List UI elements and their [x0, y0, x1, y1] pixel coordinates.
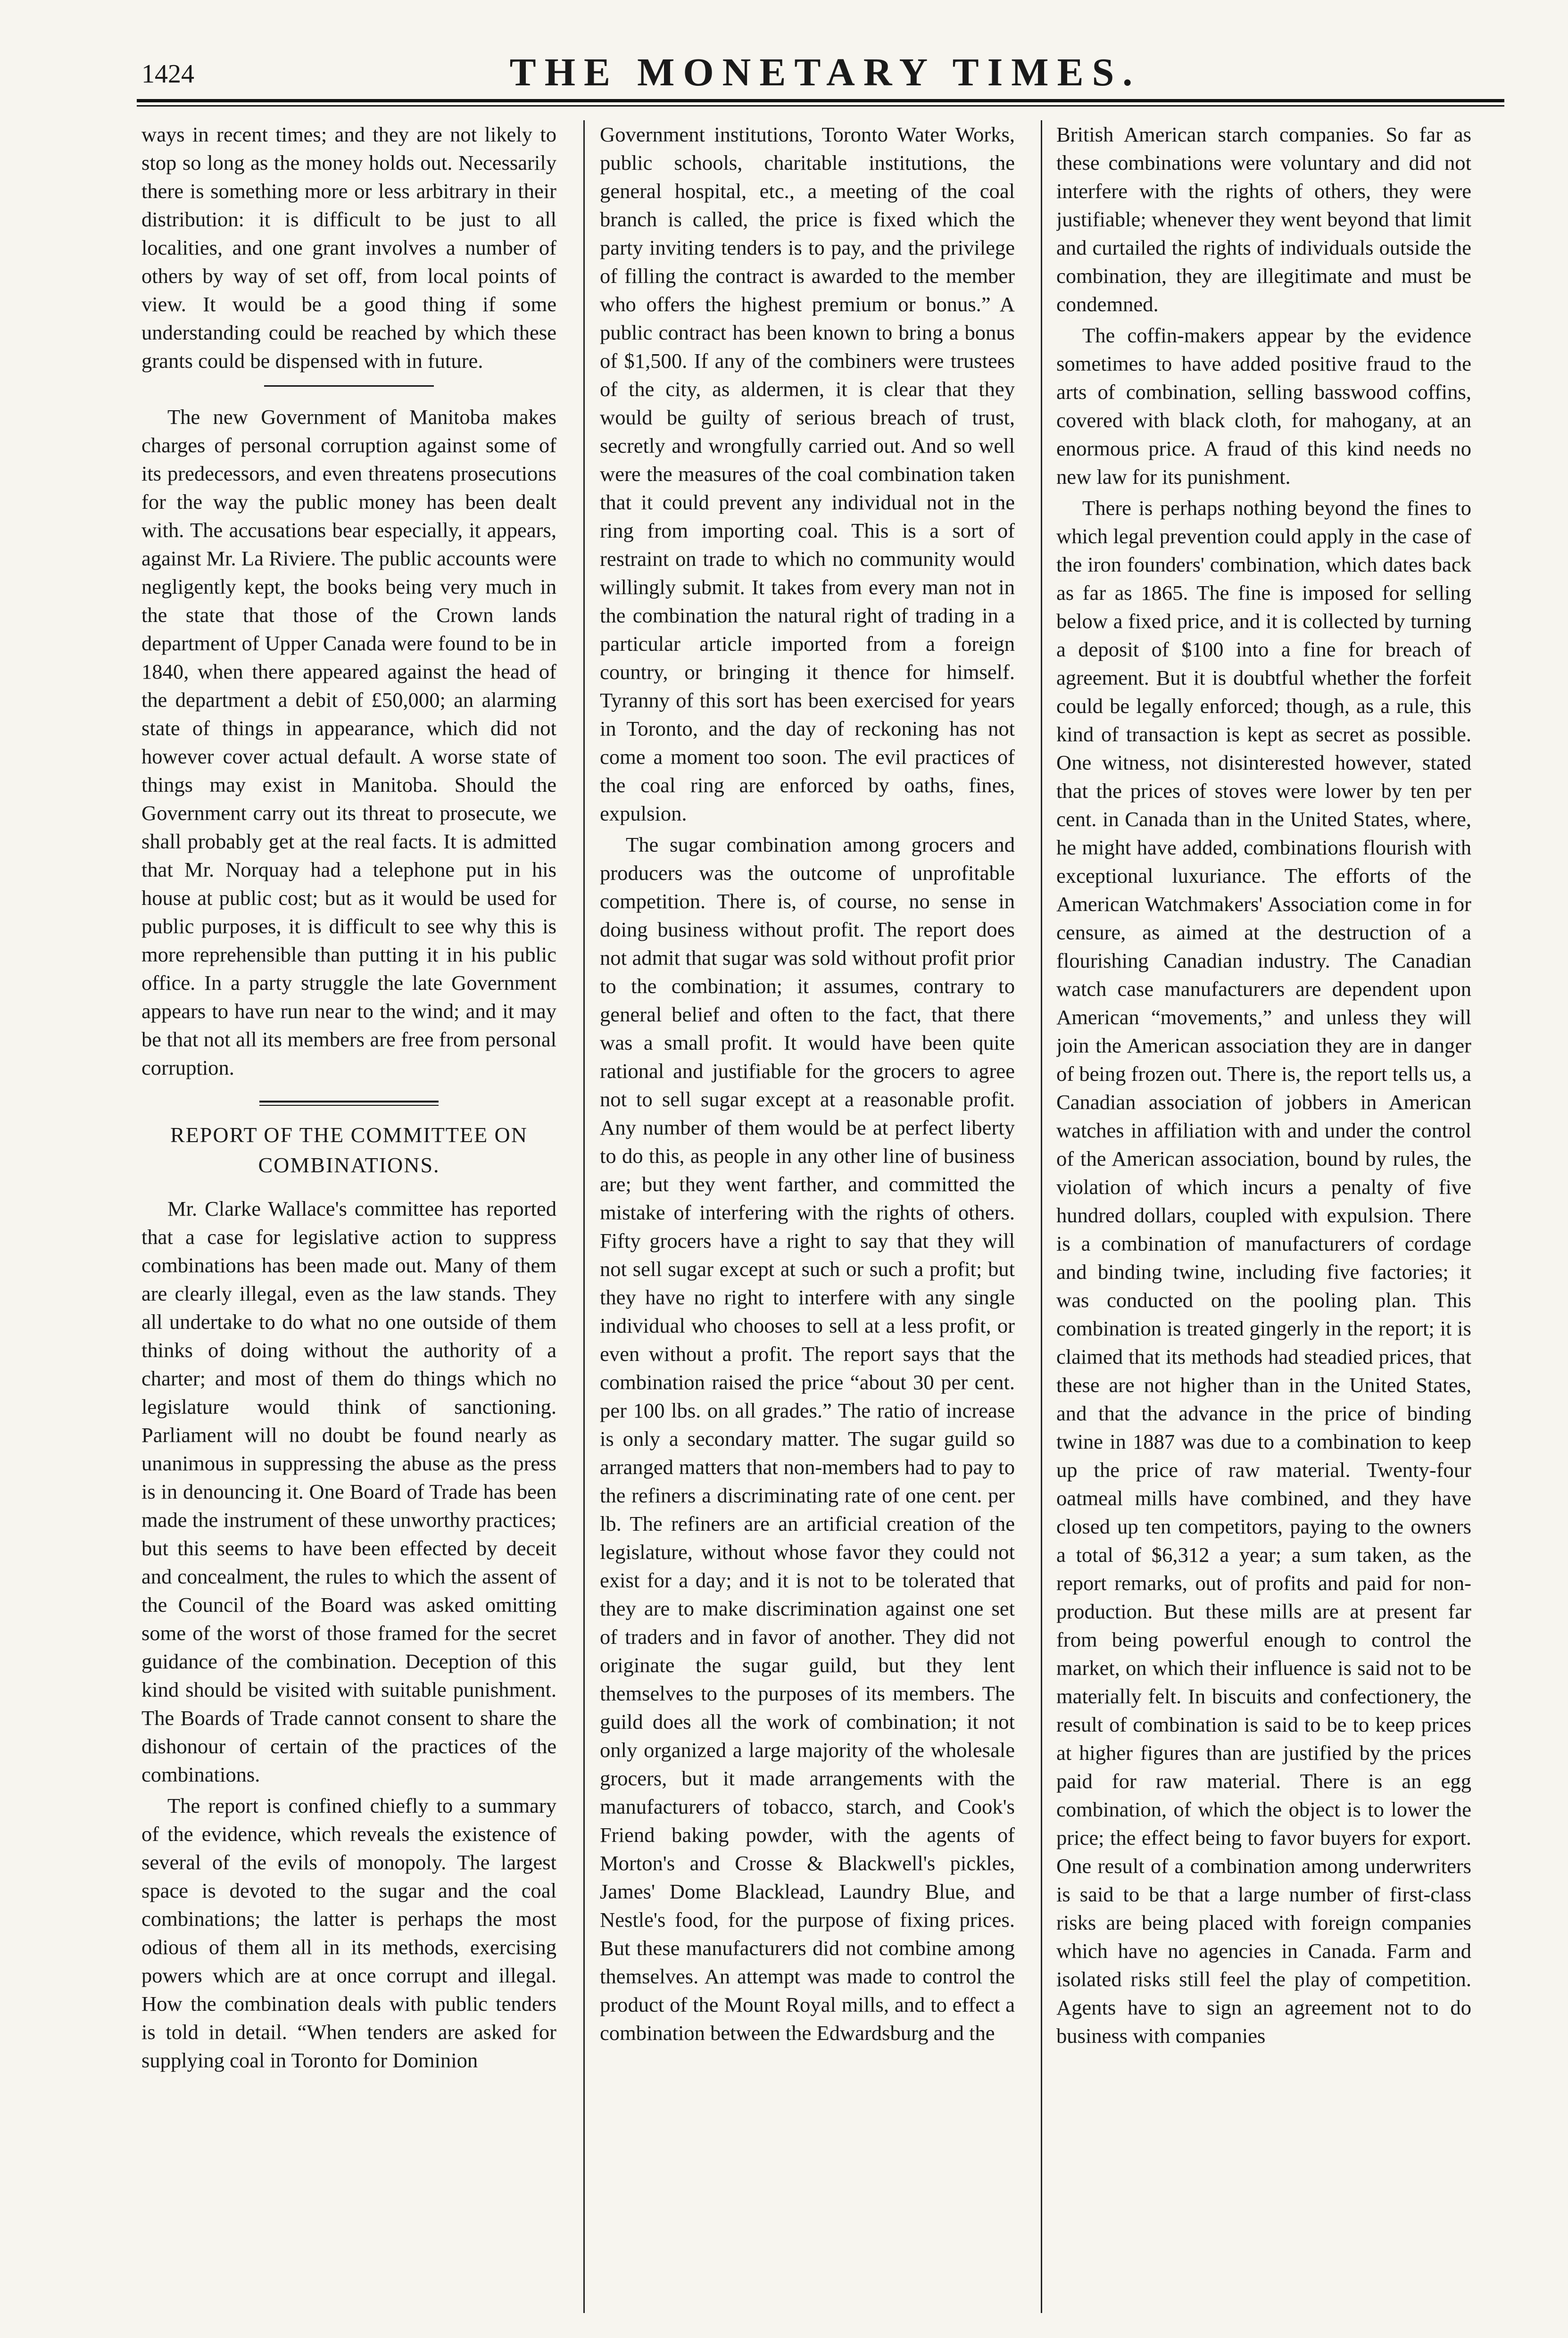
- header-rule-thick: [137, 99, 1504, 102]
- article-paragraph: There is perhaps nothing beyond the fines to which legal prevention could apply in the case of the iron founders' combination, which dates back as far as 1865. The fine is imposed for selling below a fixed price, and it is collected by turning a deposit of $100 into a fine for breach of agreement. But it is doubtful whether the forfeit could be legally enforced; though, as a rule, this kind of transaction is kept as secret as possible. One witness, not disinterested however, stated that the prices of stoves were lower by ten per cent. in Canada than in the United States, where, he might have added, combinations flourish with exceptional luxuriance. The efforts of the American Watchmakers' Association come in for censure, as aimed at the destruction of a flourishing Canadian industry. The Canadian watch case manufacturers are dependent upon American “movements,” and unless they will join the American association they are in danger of being frozen out. There is, the report tells us, a Canadian association of jobbers in American watches in affiliation with and under the control of the American association, bound by rules, the violation of which incurs a penalty of five hundred dollars, coupled with expulsion. There is a combination of manufacturers of cordage and binding twine, including five factories; it was conducted on the pooling plan. This combination is treated gingerly in the report; it is claimed that its methods had steadied prices, that these are not higher than in the United States, and that the advance in the price of binding twine in 1887 was due to a combination to keep up the price of raw material. Twenty-four oatmeal mills have combined, and they have closed up ten competitors, paying to the owners a total of $6,312 a year; a sum taken, as the report remarks, out of profits and paid for non-production. But these mills are at present far from being powerful enough to control the market, on which their influence is said not to be materially felt. In biscuits and confectionery, the result of combination is said to be to keep prices at higher figures than are justified by the prices paid for raw material. There is an egg combination, of which the object is to lower the price; the effect being to favor buyers for export. One result of a combination among underwriters is said to be that a large number of first-class risks are being placed with foreign companies which have no agencies in Canada. Farm and isolated risks still feel the play of competition. Agents have to sign an agreement not to do business with companies: [1056, 496, 1471, 2048]
- header-rule-thin: [137, 105, 1504, 107]
- page-header: [141, 50, 1509, 104]
- article-divider: [259, 1101, 439, 1106]
- column-2: [600, 120, 1015, 2313]
- article-paragraph: British American starch companies. So far as these combinations were voluntary and did not interfere with the rights of others, they were justifiable; whenever they went beyond that limit and curtailed the rights of individuals outside the combination, they are illegitimate and must be condemned.: [1056, 123, 1471, 316]
- column-rule: [1041, 120, 1042, 2313]
- page-number: 1424: [141, 59, 194, 89]
- column-rule: [583, 120, 585, 2313]
- article-paragraph: Mr. Clarke Wallace's committee has reported that a case for legislative action to suppress combinations has been made out. Many of them are clearly illegal, even as the law stands. They all undertake to do what no one outside of them thinks of doing without the authority of a charter; and most of them do things which no legislature would think of sanctioning. Parliament will no doubt be found nearly as unanimous in suppressing the abuse as the press is in denouncing it. One Board of Trade has been made the instrument of these unworthy practices; but this seems to have been effected by deceit and concealment, the rules to which the assent of the Council of the Board was asked omitting some of the worst of those framed for the secret guidance of the combination. Deception of this kind should be visited with suitable punishment. The Boards of Trade cannot consent to share the dishonour of certain of the practices of the combinations.: [141, 1197, 556, 1786]
- article-paragraph: ways in recent times; and they are not likely to stop so long as the money holds out. Necessarily there is something more or less arbitrary in their distribution: it is difficult to be just to all localities, and one grant involves a number of others by way of set off, from local points of view. It would be a good thing if some understanding could be reached by which these grants could be dispensed with in future.: [141, 123, 556, 373]
- masthead-title: THE MONETARY TIMES.: [509, 50, 1141, 94]
- article-paragraph: The sugar combination among grocers and producers was the outcome of unprofitable competition. There is, of course, no sense in doing business without profit. The report does not admit that sugar was sold without profit prior to the combination; it assumes, contrary to general belief and often to the fact, that there was a small profit. It would have been quite rational and justifiable for the grocers to agree not to sell sugar except at a reasonable profit. Any number of them would be at perfect liberty to do this, as people in any other line of business are; but they went farther, and committed the mistake of interfering with the rights of others. Fifty grocers have a right to say that they will not sell sugar except at such or such a profit; but they have no right to interfere with any single individual who chooses to sell at a less profit, or even without a profit. The report says that the combination raised the price “about 30 per cent. per 100 lbs. on all grades.” The ratio of increase is only a secondary matter. The sugar guild so arranged matters that non-members had to pay to the refiners a discriminating rate of one cent. per lb. The refiners are an artificial creation of the legislature, without whose favor they could not exist for a day; and it is not to be tolerated that they are to make discrimination against one set of traders and in favor of another. They did not originate the sugar guild, but they lent themselves to the purposes of its members. The guild does all the work of combination; it not only organized a large majority of the wholesale grocers, but it made arrangements with the manufacturers of tobacco, starch, and Cook's Friend baking powder, with the agents of Morton's and Crosse & Blackwell's pickles, James' Dome Blacklead, Laundry Blue, and Nestle's food, for the purpose of fixing prices. But these manufacturers did not combine among themselves. An attempt was made to control the product of the Mount Royal mills, and to effect a combination between the Edwardsburg and the: [600, 833, 1015, 2045]
- article-paragraph: The coffin-makers appear by the evidence sometimes to have added positive fraud to the arts of combination, selling basswood coffins, covered with black cloth, for mahogany, at an enormous price. A fraud of this kind needs no new law for its punishment.: [1056, 323, 1471, 489]
- column-1: [141, 120, 556, 2313]
- section-divider: [264, 385, 434, 387]
- article-paragraph: The report is confined chiefly to a summary of the evidence, which reveals the existence of several of the evils of monopoly. The largest space is devoted to the sugar and the coal combinations; the latter is perhaps the most odious of them all in its methods, exercising powers which are at once corrupt and illegal. How the combination deals with public tenders is told in detail. “When tenders are asked for supplying coal in Toronto for Dominion: [141, 1794, 556, 2072]
- article-heading: REPORT OF THE COMMITTEE ON COMBINATIONS.: [170, 1123, 528, 1177]
- article-paragraph: The new Government of Manitoba makes charges of personal corruption against some of its predecessors, and even threatens prosecutions for the way the public money has been dealt with. The accusations bear especially, it appears, against Mr. La Riviere. The public accounts were negligently kept, the books being very much in the state that those of the Crown lands department of Upper Canada were found to be in 1840, when there appeared against the head of the department a debit of £50,000; an alarming state of things in appearance, which did not however cover actual default. A worse state of things may exist in Manitoba. Should the Government carry out its threat to prosecute, we shall probably get at the real facts. It is admitted that Mr. Norquay had a telephone put in his house at public cost; but as it would be used for public purposes, it is difficult to see why this is more reprehensible than putting it in his public office. In a party struggle the late Government appears to have run near to the wind; and it may be that not all its members are free from personal corruption.: [141, 405, 556, 1079]
- column-3: [1056, 120, 1471, 2313]
- article-paragraph: Government institutions, Toronto Water Works, public schools, charitable institutions, the general hospital, etc., a meeting of the coal branch is called, the price is fixed which the party inviting tenders is to pay, and the privilege of filling the contract is awarded to the member who offers the highest premium or bonus.” A public contract has been known to bring a bonus of $1,500. If any of the combiners were trustees of the city, as aldermen, it is clear that they would be guilty of serious breach of trust, secretly and wrongfully carried out. And so well were the measures of the coal combination taken that it could prevent any individual not in the ring from importing coal. This is a sort of restraint on trade to which no community would willingly submit. It takes from every man not in the combination the natural right of trading in a particular article imported from a foreign country, or bringing it thence for himself. Tyranny of this sort has been exercised for years in Toronto, and the day of reckoning has not come a moment too soon. The evil practices of the coal ring are enforced by oaths, fines, expulsion.: [600, 123, 1015, 825]
